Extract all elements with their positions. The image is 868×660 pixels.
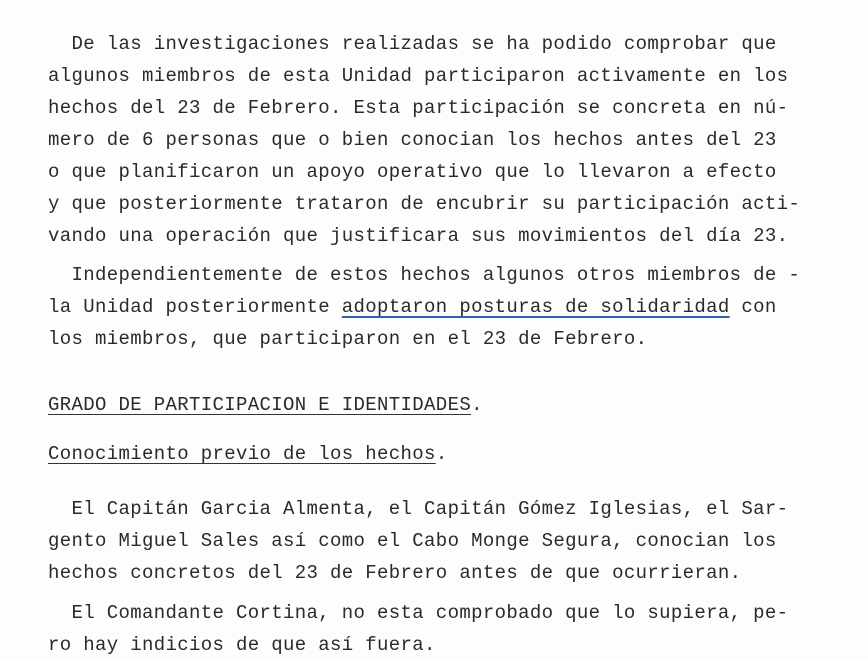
text-line: mero de 6 personas que o bien conocian los hechos antes del 23 [48,129,777,151]
text-line: El Comandante Cortina, no esta comprobado que lo supiera, pe- [48,602,789,624]
subsection-heading-text: Conocimiento previo de los hechos [48,443,436,465]
section-heading-text: GRADO DE PARTICIPACION E IDENTIDADES [48,394,472,416]
text-segment: la Unidad posteriormente [48,296,342,318]
text-line: ro hay indicios de que así fuera. [48,634,436,656]
text-segment: con [729,296,777,318]
subsection-heading-period: . [435,443,448,465]
section-heading [48,393,483,417]
text-line [48,295,777,319]
text-line: hechos concretos del 23 de Febrero antes de que ocurrieran. [48,562,742,584]
text-line: vando una operación que justificara sus movimientos del día 23. [48,225,789,247]
subsection-heading [48,442,448,466]
text-line: algunos miembros de esta Unidad participaron activamente en los [48,65,789,87]
text-line: hechos del 23 de Febrero. Esta participación se concreta en nú- [48,97,789,119]
highlighted-phrase: adoptaron posturas de solidaridad [341,296,730,318]
text-line: gento Miguel Sales así como el Cabo Monge Segura, conocian los [48,530,777,552]
text-line: El Capitán Garcia Almenta, el Capitán Gómez Iglesias, el Sar- [48,498,789,520]
text-line: los miembros, que participaron en el 23 de Febrero. [48,328,648,350]
text-line: Independientemente de estos hechos algunos otros miembros de - [48,264,801,286]
text-line: y que posteriormente trataron de encubrir su participación acti- [48,193,801,215]
section-heading-period: . [471,394,483,416]
text-line: De las investigaciones realizadas se ha podido comprobar que [48,33,777,55]
text-line: o que planificaron un apoyo operativo que lo llevaron a efecto [48,161,777,183]
